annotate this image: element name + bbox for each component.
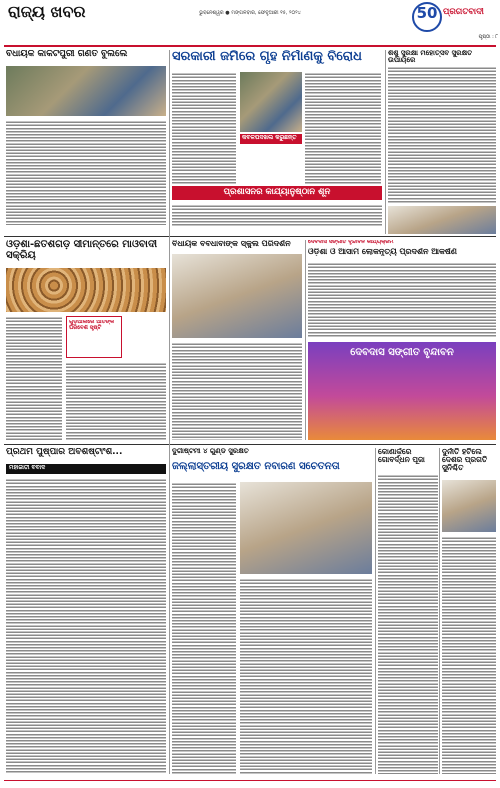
story7-headline: ପ୍ରଥମ ପୁଷ୍ପାର ଅବଶିଷ୍ଟାଂଶ...	[6, 448, 123, 457]
story10-headline: ଦୁର୍ନୀତି ହଟିଲେ ଦେଶର ପ୍ରଗତି ସୁନିଶ୍ଚିତ	[442, 448, 488, 472]
story2-subhead-text: ପ୍ରଶାସନର କାର୍ଯ୍ୟାନୁଷ୍ଠାନ ଶୂନ	[223, 188, 331, 197]
story10-body	[442, 536, 496, 774]
story2-body-b	[305, 72, 381, 184]
story7-subhead-text: ମହାଜାତୀ ବିବାଦ	[9, 465, 46, 471]
story2-kicker-text: କବଳପଦଖଲ କରୁଛନ୍ତି	[242, 135, 297, 141]
divider	[169, 50, 170, 774]
story2-body-a	[172, 72, 236, 184]
masthead-rule	[4, 45, 496, 47]
story2-photo	[240, 72, 302, 132]
story3-photo	[388, 206, 496, 234]
divider	[439, 448, 440, 774]
masthead	[0, 0, 500, 48]
story4-headline: ଓଡ଼ିଶା-ଛତିଶଗଡ଼ ସୀମାନ୍ତରେ ମାଓବାଦୀ ସକ୍ରିୟ	[6, 240, 158, 261]
story4-body-a	[6, 316, 62, 440]
divider	[375, 448, 376, 774]
rule-row2	[4, 444, 496, 445]
story3-body	[388, 66, 496, 204]
story2-body-c	[172, 204, 382, 226]
story1-photo	[6, 66, 166, 116]
dateline: ଭୁବନେଶ୍ୱର ● ମଙ୍ଗଳବାର, ଫେବୃଆରୀ ୧୫, ୨୦୨୪	[199, 10, 301, 16]
story2-headline: ସରକାରୀ ଜମିରେ ଗୃହ ନିର୍ମାଣକୁ ବିରୋଧ	[172, 50, 362, 64]
divider	[305, 240, 306, 440]
story4-photo	[6, 268, 166, 312]
story6-banner-text: ଦେବଦାସ ସଙ୍ଗୀତ ବୃନ୍ଦାବନ	[350, 348, 454, 358]
story8-body-a	[172, 482, 236, 774]
story6-body	[308, 262, 496, 338]
story9-headline: କୋଣାର୍କରେ ଗୋବର୍ଦ୍ଧନ ପୂଜା	[378, 448, 425, 464]
story1-body	[6, 120, 166, 225]
story5-photo	[172, 254, 302, 338]
story3-headline: ଶିଶୁ ସୁରକ୍ଷା ମହୋତ୍ସବ ସୁରକ୍ଷିତ ଉପାୟରେ	[388, 50, 473, 65]
story1-headline: ବିଧାୟକ କାକଟପୁରୀ ଗଣତ ବୁଲିଲେ	[6, 50, 128, 59]
story9-body	[378, 474, 438, 774]
story2-subhead	[172, 186, 382, 200]
story6-headline: ଓଡ଼ିଶା ଓ ଆସାମ ଲୋକନୃତ୍ୟ ପ୍ରଦର୍ଶନ ଆକର୍ଷଣ	[308, 248, 457, 256]
story2-kicker	[240, 134, 302, 144]
story10-photo	[442, 480, 496, 532]
story4-sidebar-text: ଗୁଡ଼ିଆଲିରେ ଆତଙ୍କ ପରିବେଶ ସୃଷ୍ଟି	[69, 320, 115, 331]
story8-kicker: ଦୁର୍ଗାଷ୍ଟମୀ ୪ ଗୁଣ୍ଡ ସୁରକ୍ଷିତ	[172, 448, 249, 455]
brand-name: ପ୍ରଗତିବାଦୀ	[443, 8, 484, 17]
story4-sidebar	[66, 316, 122, 358]
story8-body-b	[240, 578, 372, 774]
logo-number: 50	[416, 6, 438, 22]
story4-body-b	[66, 362, 166, 440]
footer-rule	[4, 780, 496, 781]
rule-row1	[4, 236, 496, 237]
page-label: ପୃଷ୍ଠା : ୮	[478, 34, 498, 40]
story5-body	[172, 342, 302, 440]
story8-headline: ଜିଲ୍ଲାସ୍ତରୀୟ ସୁରକ୍ଷିତ ନିବାରଣ ସଚେତନତା	[172, 462, 340, 472]
story6-kicker: ଦେବଦାସ ସଙ୍ଗୀତ ବୃନ୍ଦାବନ କାର୍ଯ୍ୟକ୍ରମ	[308, 240, 394, 245]
story6-photo	[308, 342, 496, 440]
story7-body	[6, 478, 166, 774]
divider	[385, 50, 386, 234]
story7-subhead	[6, 464, 166, 474]
story8-photo	[240, 482, 372, 574]
section-title: ରାଜ୍ୟ ଖବର	[8, 4, 86, 21]
story5-headline: ବିଧାୟକ ବବଧାବାଙ୍କ ସ୍କୁଲ ପରିଦର୍ଶନ	[172, 240, 291, 248]
